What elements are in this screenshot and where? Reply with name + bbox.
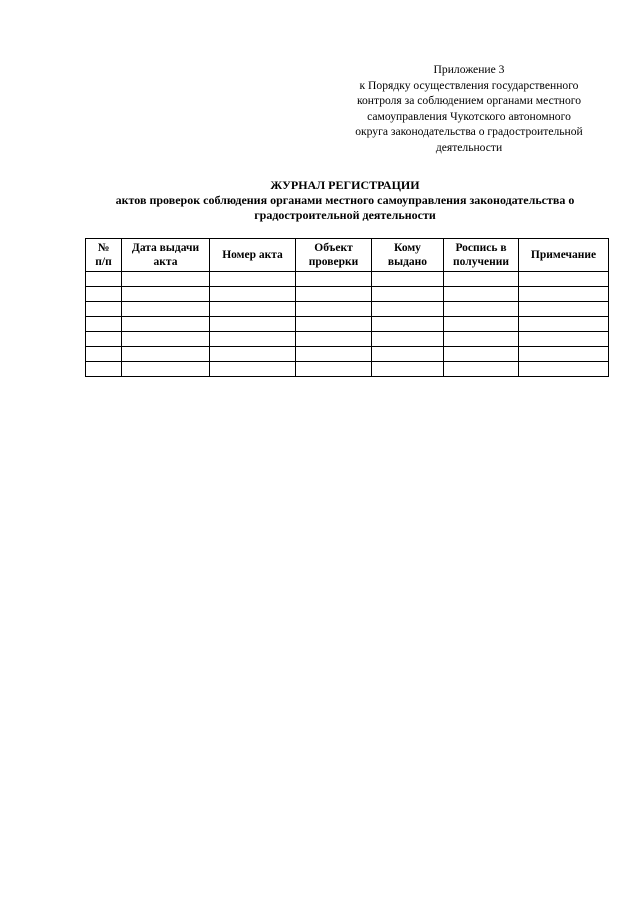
table-cell (210, 287, 296, 302)
table-body (86, 272, 609, 377)
table-cell (372, 317, 444, 332)
table-cell (444, 332, 519, 347)
table-cell (519, 287, 609, 302)
table-row (86, 302, 609, 317)
appendix-line: деятельности (435, 140, 503, 154)
table-cell (210, 347, 296, 362)
table-cell (372, 287, 444, 302)
document-subtitle-line: градостроительной деятельности (254, 208, 436, 222)
table-cell (444, 362, 519, 377)
header-text: акта (153, 256, 178, 268)
header-inspection-object (296, 239, 372, 272)
table-cell (296, 362, 372, 377)
table-cell (444, 317, 519, 332)
table-cell (372, 302, 444, 317)
table-cell (86, 302, 122, 317)
table-cell (519, 272, 609, 287)
table-cell (210, 302, 296, 317)
table-cell (122, 317, 210, 332)
appendix-line: Приложение 3 (433, 63, 505, 76)
header-receipt-signature (444, 239, 519, 272)
header-text: Номер акта (222, 249, 283, 261)
table-cell (86, 362, 122, 377)
document-title: ЖУРНАЛ РЕГИСТРАЦИИ (270, 178, 420, 192)
table-cell (444, 272, 519, 287)
header-text: Роспись в (455, 242, 507, 254)
table-header-row (86, 239, 609, 272)
table-cell (296, 332, 372, 347)
table-cell (210, 272, 296, 287)
appendix-line: округа законодательства о градостроительной (355, 125, 583, 139)
table-cell (519, 302, 609, 317)
table-cell (444, 302, 519, 317)
appendix-line: к Порядку осуществления государственного (359, 78, 579, 92)
table-cell (519, 317, 609, 332)
table-cell (296, 272, 372, 287)
table-row (86, 362, 609, 377)
header-text: Дата выдачи (131, 242, 200, 254)
table-cell (372, 362, 444, 377)
table-cell (296, 317, 372, 332)
header-text: проверки (308, 256, 359, 268)
header-note (519, 239, 609, 272)
table-cell (86, 272, 122, 287)
table-cell (122, 347, 210, 362)
table-cell (296, 287, 372, 302)
table-cell (296, 302, 372, 317)
table-cell (86, 287, 122, 302)
header-number (86, 239, 122, 272)
table-row (86, 347, 609, 362)
document-heading (40, 178, 640, 223)
table-cell (519, 362, 609, 377)
header-text: Кому (394, 242, 421, 254)
table-cell (86, 332, 122, 347)
table-cell (372, 332, 444, 347)
table-row (86, 317, 609, 332)
table-cell (444, 347, 519, 362)
header-issued-to (372, 239, 444, 272)
table-cell (86, 347, 122, 362)
table-cell (519, 332, 609, 347)
header-act-number (210, 239, 296, 272)
header-text: получении (453, 256, 509, 268)
appendix-block (324, 62, 614, 156)
table-row (86, 272, 609, 287)
table-cell (296, 347, 372, 362)
document-subtitle-line: актов проверок соблюдения органами местного самоуправления законодательства о (115, 193, 575, 207)
table-cell (210, 332, 296, 347)
header-text: выдано (387, 256, 428, 268)
header-text: № (97, 242, 110, 254)
table-cell (210, 317, 296, 332)
table-cell (122, 272, 210, 287)
table-cell (372, 272, 444, 287)
table-cell (122, 332, 210, 347)
appendix-line: самоуправления Чукотского автономного (367, 109, 571, 123)
table-cell (519, 347, 609, 362)
table-cell (210, 362, 296, 377)
table-row (86, 332, 609, 347)
header-text: Примечание (530, 249, 597, 261)
table-cell (122, 302, 210, 317)
table-cell (444, 287, 519, 302)
registration-journal-table (85, 238, 609, 377)
header-issue-date (122, 239, 210, 272)
header-text: п/п (95, 256, 112, 268)
appendix-line: контроля за соблюдением органами местного (356, 94, 582, 108)
table-cell (122, 362, 210, 377)
table-cell (372, 347, 444, 362)
table-cell (122, 287, 210, 302)
header-text: Объект (314, 242, 353, 254)
table-cell (86, 317, 122, 332)
table-row (86, 287, 609, 302)
